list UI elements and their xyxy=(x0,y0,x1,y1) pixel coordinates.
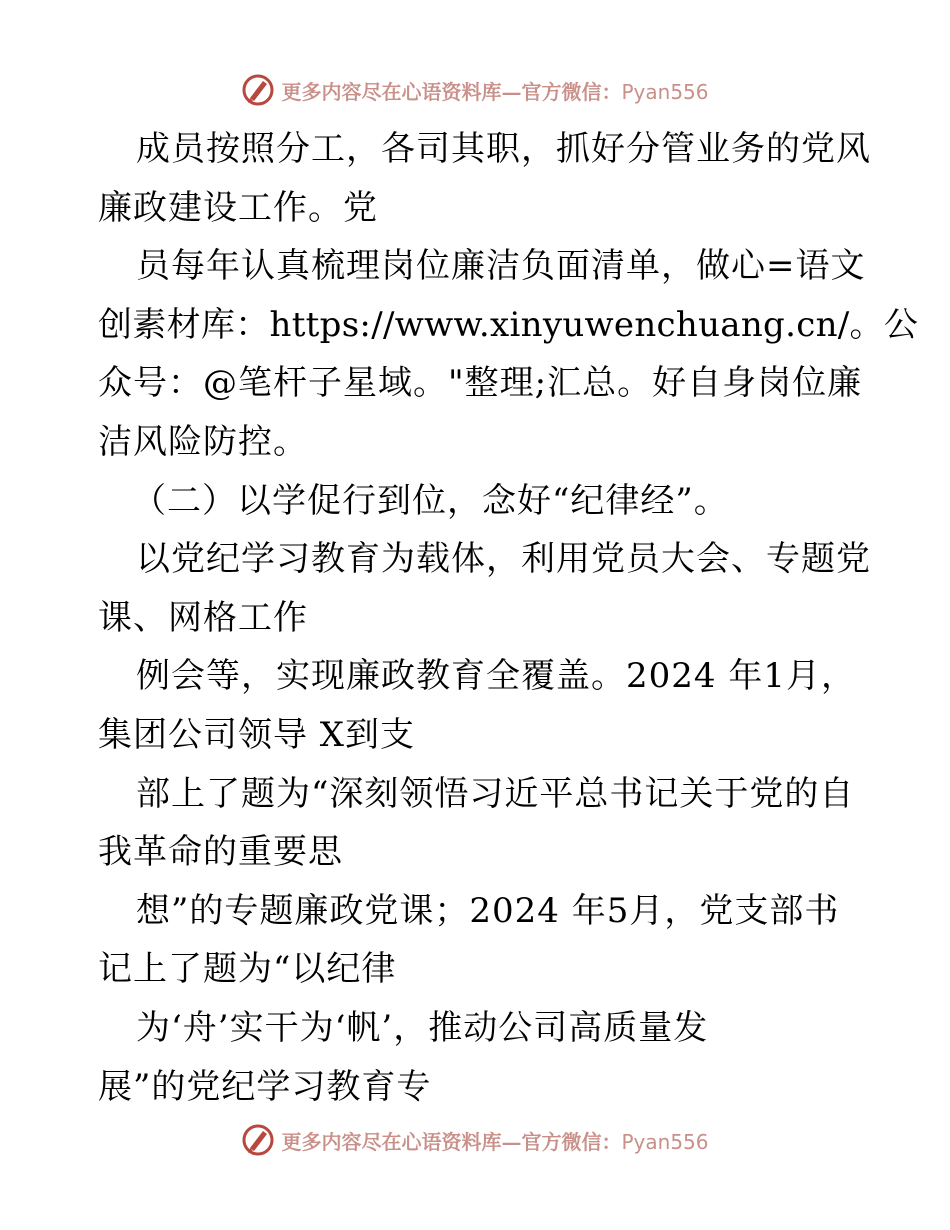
header-watermark xyxy=(0,70,950,110)
text-line: 成员按照分工，各司其职，抓好分管业务的党风 xyxy=(136,129,871,169)
watermark-text: 更多内容尽在心语资料库—官方微信：Pyan556 xyxy=(281,1129,709,1154)
pen-logo-icon xyxy=(241,73,275,107)
watermark-text: 更多内容尽在心语资料库—官方微信：Pyan556 xyxy=(281,79,709,104)
section-heading: （二）以学促行到位，念好“纪律经”。 xyxy=(132,480,729,521)
text-line: 众号：@笔杆子星域。"整理;汇总。好自身岗位廉 xyxy=(98,363,863,404)
text-line: 廉政建设工作。党 xyxy=(98,187,378,228)
text-line: 记上了题为“以纪律 xyxy=(98,949,397,990)
document-body xyxy=(98,120,919,1116)
text-line: 以党纪学习教育为载体，利用党员大会、专题党 xyxy=(136,539,871,580)
text-line: 为‘舟’实干为‘帆’，推动公司高质量发 xyxy=(136,1007,709,1048)
text-line: 课、网格工作 xyxy=(98,597,308,638)
text-line: 集团公司领导 X到支 xyxy=(98,714,416,755)
pen-logo-icon xyxy=(241,1123,275,1157)
footer-watermark xyxy=(0,1120,950,1160)
text-line: 例会等，实现廉政教育全覆盖。2024 年1月， xyxy=(136,656,856,697)
text-line: 创素材库：https://www.xinyuwenchuang.cn/。公 xyxy=(98,304,919,345)
text-line: 部上了题为“深刻领悟习近平总书记关于党的自 xyxy=(136,773,855,814)
text-line: 想”的专题廉政党课；2024 年5月，党支部书 xyxy=(136,890,840,931)
text-line: 洁风险防控。 xyxy=(98,421,308,462)
text-line: 员每年认真梳理岗位廉洁负面清单，做心=语文 xyxy=(136,246,866,287)
text-line: 我革命的重要思 xyxy=(98,832,343,873)
text-line: 展”的党纪学习教育专 xyxy=(98,1066,432,1107)
